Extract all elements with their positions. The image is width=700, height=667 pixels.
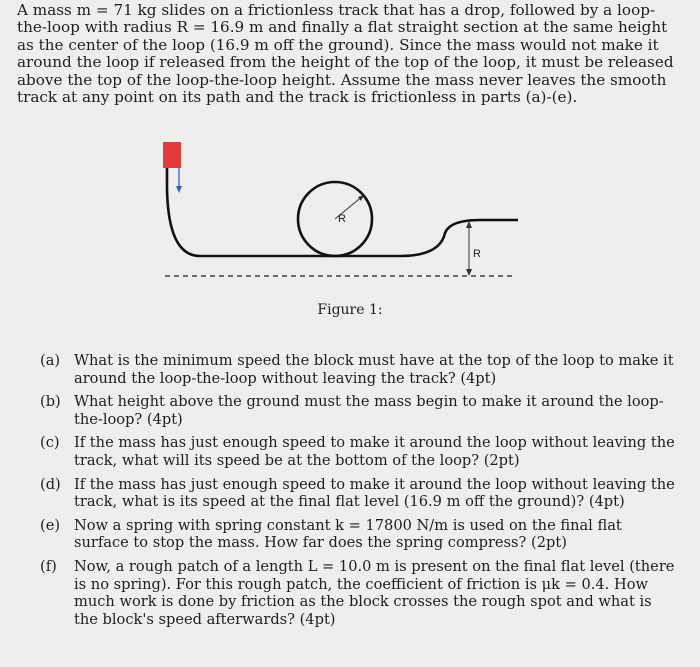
- velocity-arrowhead: [176, 186, 182, 193]
- figure-svg: [140, 128, 540, 298]
- question-label: (b): [40, 393, 61, 411]
- question-text: What height above the ground must the mass begin to make it around the loop-the-loop? (4pt): [74, 393, 664, 428]
- height-label: R: [473, 248, 481, 260]
- question-text: If the mass has just enough speed to make it around the loop without leaving the track, what is its speed at the final flat level (16.9 m off the ground)? (4pt): [74, 475, 675, 511]
- height-arrowhead-down: [466, 269, 472, 276]
- figure-caption: Figure 1:: [317, 302, 383, 318]
- question-c: [40, 434, 680, 469]
- problem-intro: A mass m = 71 kg slides on a frictionless track that has a drop, followed by a loop-the-loop with radius R = 16.9 m and finally a flat straight section at the same height as the center of the loop (16.9 m off the ground). Since the mass would not make it around the loop if released from the height of the top of the loop, it must be released above the top of the loop-the-loop height. Assume the mass never leaves the smooth track at any point on its path and the track is frictionless in parts (a)-(e).: [17, 1, 674, 107]
- question-b: [40, 393, 680, 428]
- track-drop: [167, 160, 335, 256]
- question-label: (a): [40, 352, 61, 369]
- question-e: [40, 517, 680, 552]
- question-text: What is the minimum speed the block must have at the top of the loop to make it around the loop-the-loop without leaving the track? (4pt): [74, 352, 674, 387]
- question-a: [40, 352, 680, 387]
- question-label: (c): [40, 434, 60, 452]
- question-text: Now, a rough patch of a length L = 10.0 m is present on the final flat level (there is no spring). For this rough patch, the coefficient of friction is μk = 0.4. How much work is done by friction as the block crosses the rough spot and what is the block's speed afterwards? (4pt): [74, 557, 675, 628]
- question-text: Now a spring with spring constant k = 17800 N/m is used on the final flat surface to stop the mass. How far does the spring compress? (2pt): [74, 516, 622, 552]
- question-text: If the mass has just enough speed to make it around the loop without leaving the track, what will its speed be at the bottom of the loop? (2pt): [74, 434, 675, 469]
- radius-arrowhead: [358, 195, 364, 201]
- question-list: [40, 352, 680, 634]
- track-exit: [335, 220, 518, 256]
- question-label: (f): [40, 557, 57, 575]
- mass-block: [163, 142, 181, 168]
- loop-radius-label: R: [338, 213, 346, 225]
- question-label: (e): [40, 516, 61, 534]
- question-label: (d): [40, 475, 61, 493]
- loop-the-loop-figure: [140, 128, 540, 298]
- question-f: [40, 558, 680, 628]
- question-d: [40, 476, 680, 511]
